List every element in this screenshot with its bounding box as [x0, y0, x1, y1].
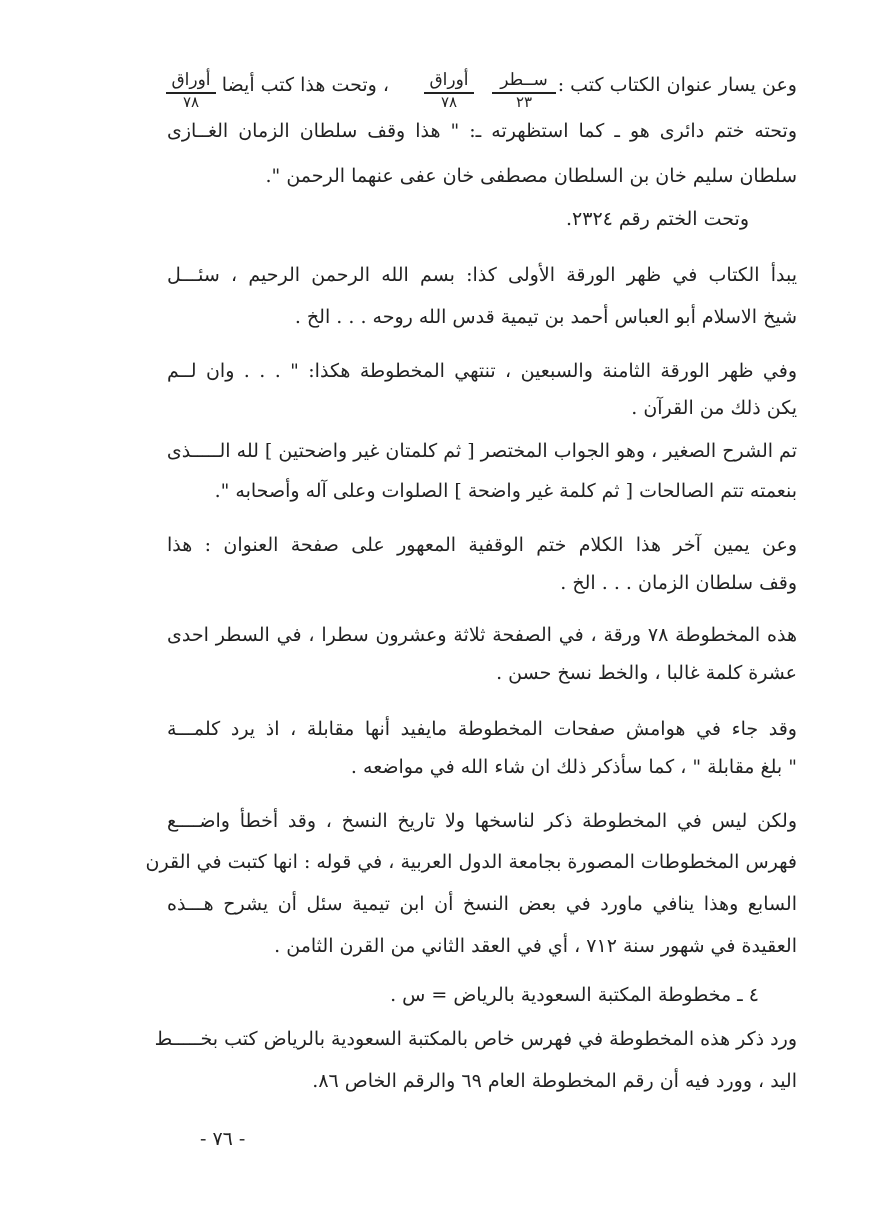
- fraction-denominator: ٢٣: [515, 93, 533, 111]
- text-line-17: ولكن ليس في المخطوطة ذكر لناسخها ولا تاريخ النسخ ، وقد أخطأ واضــــع: [167, 810, 797, 832]
- text-line-10: بنعمته تتم الصالحات [ ثم كلمة غير واضحة ] الصلوات وعلى آله وأصحابه ".: [214, 480, 797, 502]
- fraction-denominator: ٧٨: [440, 93, 458, 111]
- text-line-4: وتحت الختم رقم ٢٣٢٤.: [566, 208, 749, 230]
- fraction-folios-1: [424, 70, 474, 110]
- section-heading: ٤ ـ مخطوطة المكتبة السعودية بالرياض = س .: [390, 984, 759, 1006]
- text-line-19: السابع وهذا ينافي ماورد في بعض النسخ أن ابن تيمية سئل أن يشرح هـــذه: [167, 893, 797, 915]
- fraction-folios-2: [166, 70, 216, 110]
- text-line-16: " بلغ مقابلة " ، كما سأذكر ذلك ان شاء الله في مواضعه .: [350, 756, 797, 778]
- text-line-14: عشرة كلمة غالبا ، والخط نسخ حسن .: [496, 662, 797, 684]
- text-line-1a: وعن يسار عنوان الكتاب كتب :: [557, 74, 797, 96]
- text-line-22: اليد ، وورد فيه أن رقم المخطوطة العام ٦٩ والرقم الخاص ٨٦.: [312, 1070, 797, 1092]
- text-line-9: تم الشرح الصغير ، وهو الجواب المختصر [ ثم كلمتان غير واضحتين ] لله الـــــذى: [166, 440, 797, 462]
- fraction-numerator: أوراق: [171, 70, 211, 90]
- text-line-6: شيخ الاسلام أبو العباس أحمد بن تيمية قدس الله روحه . . . الخ .: [294, 306, 797, 328]
- text-line-5: يبدأ الكتاب في ظهر الورقة الأولى كذا: بسم الله الرحمن الرحيم ، سئـــل: [167, 264, 797, 286]
- text-line-18: فهرس المخطوطات المصورة بجامعة الدول العربية ، في قوله : انها كتبت في القرن: [145, 851, 797, 873]
- text-line-11: وعن يمين آخر هذا الكلام ختم الوقفية المعهور على صفحة العنوان : هذا: [167, 534, 797, 556]
- text-line-20: العقيدة في شهور سنة ٧١٢ ، أي في العقد الثاني من القرن الثامن .: [274, 935, 797, 957]
- text-line-1b: ، وتحت هذا كتب أيضا: [221, 74, 389, 96]
- text-line-2: وتحته ختم دائرى هو ـ كما استظهرته ـ: " هذا وقف سلطان الزمان الغــازى: [167, 120, 797, 142]
- text-line-7: وفي ظهر الورقة الثامنة والسبعين ، تنتهي المخطوطة هكذا: " . . . وان لــم: [167, 360, 797, 382]
- text-line-21: ورد ذكر هذه المخطوطة في فهرس خاص بالمكتبة السعودية بالرياض كتب بخـــــط: [154, 1028, 797, 1050]
- text-line-12: وقف سلطان الزمان . . . الخ .: [560, 572, 797, 594]
- text-line-13: هذه المخطوطة ٧٨ ورقة ، في الصفحة ثلاثة وعشرون سطرا ، في السطر احدى: [167, 624, 797, 646]
- fraction-numerator: أوراق: [429, 70, 469, 90]
- text-line-15: وقد جاء في هوامش صفحات المخطوطة مايفيد أنها مقابلة ، اذ يرد كلمـــة: [167, 718, 797, 740]
- text-line-8: يكن ذلك من القرآن .: [631, 397, 797, 419]
- page-number: - ٧٦ -: [200, 1128, 246, 1150]
- fraction-lines-per-page: [492, 70, 556, 110]
- text-line-3: سلطان سليم خان بن السلطان مصطفى خان عفى عنهما الرحمن ".: [265, 165, 797, 187]
- fraction-numerator: ســطر: [500, 70, 548, 90]
- fraction-denominator: ٧٨: [182, 93, 200, 111]
